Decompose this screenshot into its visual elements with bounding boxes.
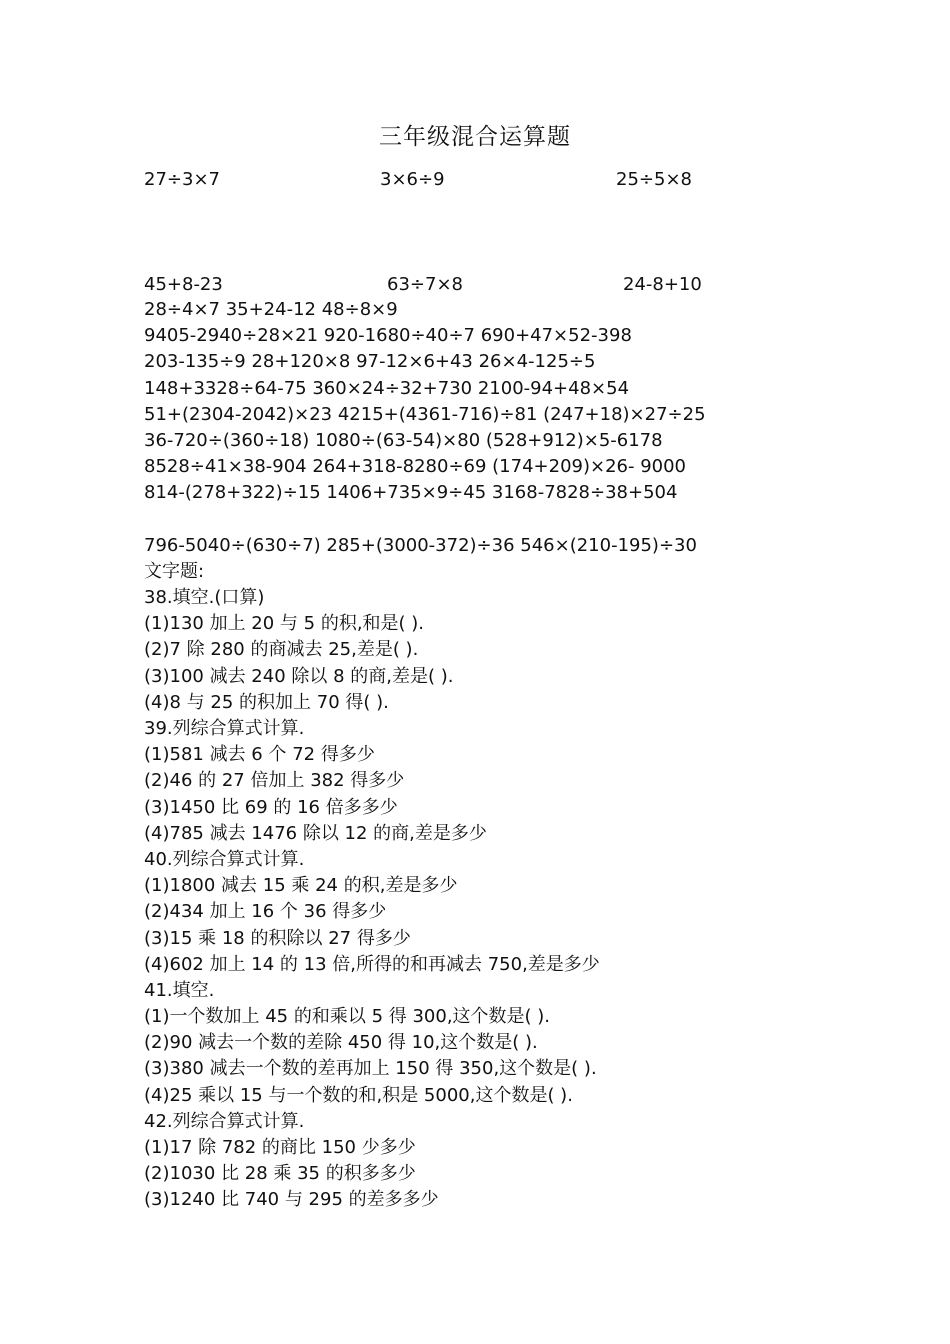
problem-2-2: 63÷7×8 [387, 274, 463, 295]
question-heading: 38.填空.(口算) [144, 587, 265, 609]
text-line: 203-135÷9 28+120×8 97-12×6+43 26×4-125÷5 [144, 351, 596, 373]
problem-1-3: 25÷5×8 [616, 169, 692, 190]
question-item: (4)8 与 25 的积加上 70 得( ). [144, 691, 389, 713]
question-item: (4)602 加上 14 的 13 倍,所得的和再减去 750,差是多少 [144, 953, 600, 975]
section-heading: 文字题: [144, 560, 205, 582]
question-heading: 42.列综合算式计算. [144, 1110, 305, 1132]
question-item: (3)1450 比 69 的 16 倍多多少 [144, 796, 398, 818]
text-line: 796-5040÷(630÷7) 285+(3000-372)÷36 546×(210-195)÷30 [144, 534, 697, 556]
question-item: (3)1240 比 740 与 295 的差多多少 [144, 1189, 439, 1211]
question-item: (1)17 除 782 的商比 150 少多少 [144, 1137, 416, 1158]
question-item: (1)581 减去 6 个 72 得多少 [144, 744, 375, 766]
question-heading: 40.列综合算式计算. [144, 848, 305, 870]
question-item: (3)15 乘 18 的积除以 27 得多少 [144, 927, 411, 949]
blank-line [144, 507, 706, 533]
text-line: 51+(2304-2042)×23 4215+(4361-716)÷81 (247+18)×27÷25 [144, 403, 706, 425]
question-item: (4)785 减去 1476 除以 12 的商,差是多少 [144, 822, 487, 844]
problem-2-3: 24-8+10 [623, 274, 702, 295]
question-heading: 41.填空. [144, 979, 215, 1001]
question-item: (2)90 减去一个数的差除 450 得 10,这个数是( ). [144, 1032, 538, 1054]
page-title: 三年级混合运算题 [379, 124, 571, 150]
question-item: (3)100 减去 240 除以 8 的商,差是( ). [144, 665, 454, 687]
question-item: (2)46 的 27 倍加上 382 得多少 [144, 770, 405, 792]
question-item: (1)130 加上 20 与 5 的积,和是( ). [144, 613, 425, 635]
question-item: (2)7 除 280 的商减去 25,差是( ). [144, 639, 419, 661]
text-line: 36-720÷(360÷18) 1080÷(63-54)×80 (528+912)×5-6178 [144, 429, 663, 451]
text-line: 8528÷41×38-904 264+318-8280÷69 (174+209)×26- 9000 [144, 456, 687, 478]
text-line: 148+3328÷64-75 360×24÷32+730 2100-94+48×54 [144, 377, 630, 399]
question-item: (4)25 乘以 15 与一个数的和,积是 5000,这个数是( ). [144, 1084, 573, 1106]
question-item: (3)380 减去一个数的差再加上 150 得 350,这个数是( ). [144, 1058, 597, 1080]
problem-1-1: 27÷3×7 [144, 169, 220, 190]
question-item: (2)434 加上 16 个 36 得多少 [144, 901, 387, 923]
problem-lines [144, 297, 706, 1214]
question-heading: 39.列综合算式计算. [144, 718, 305, 739]
question-item: (1)1800 减去 15 乘 24 的积,差是多少 [144, 875, 458, 897]
text-line: 28÷4×7 35+24-12 48÷8×9 [144, 299, 398, 320]
problem-2-1: 45+8-23 [144, 274, 223, 295]
text-line: 9405-2940÷28×21 920-1680÷40÷7 690+47×52-398 [144, 325, 632, 347]
question-item: (2)1030 比 28 乘 35 的积多多少 [144, 1163, 416, 1185]
problem-1-2: 3×6÷9 [380, 169, 445, 190]
text-line: 814-(278+322)÷15 1406+735×9÷45 3168-7828÷38+504 [144, 482, 678, 504]
question-item: (1)一个数加上 45 的和乘以 5 得 300,这个数是( ). [144, 1006, 551, 1028]
